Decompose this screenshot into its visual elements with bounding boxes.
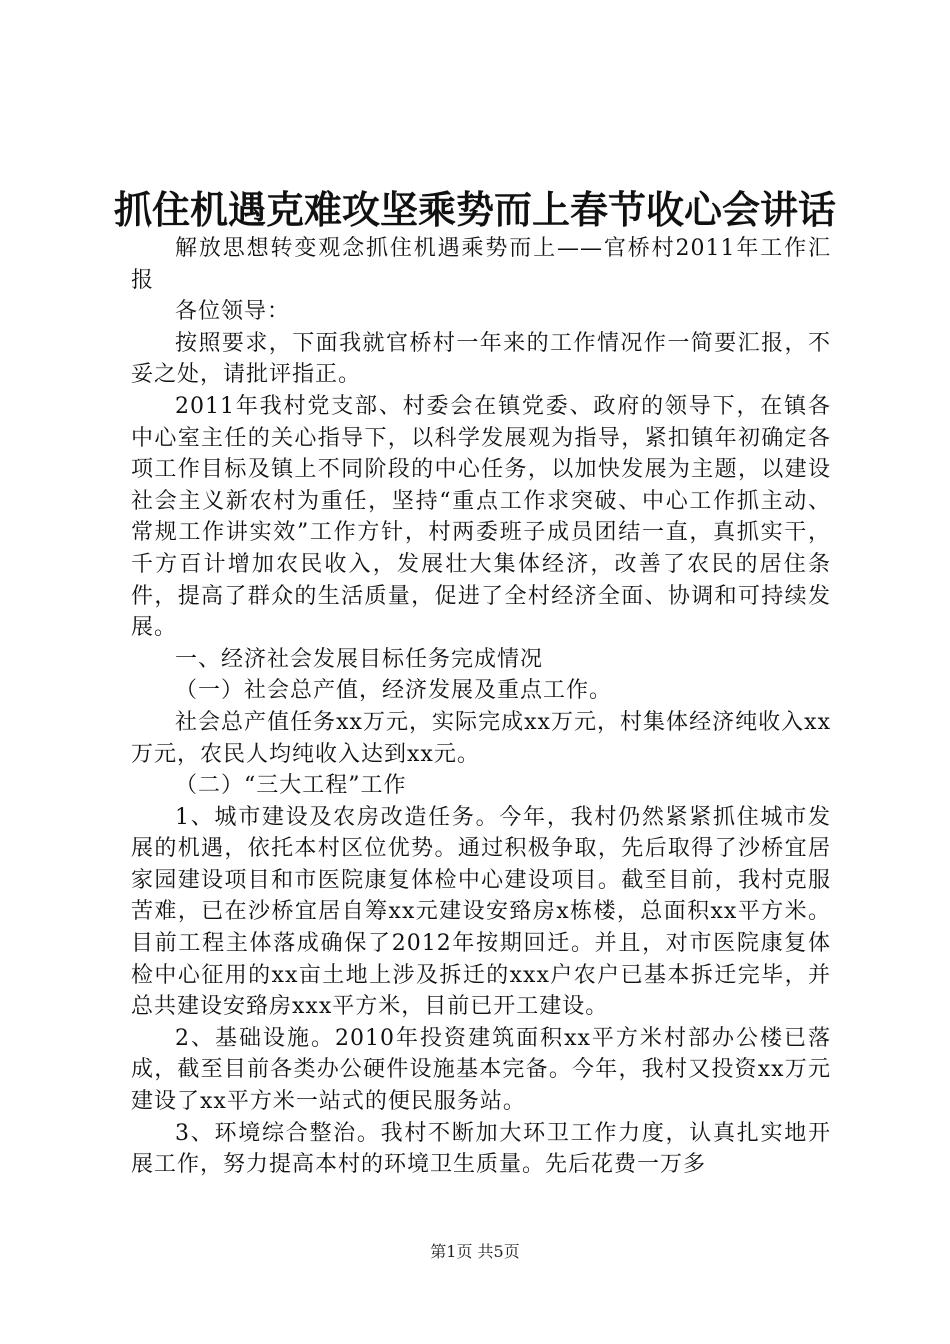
body-paragraph: 1、城市建设及农房改造任务。今年，我村仍然紧紧抓住城市发展的机遇，依托本村区位优势。通过积极争取，先后取得了沙桥宜居家园建设项目和市医院康复体检中心建设项目。截至目前，我村克服苦难，已在沙桥宜居自筹xx元建设安臵房x栋楼，总面积xx平方米。目前工程主体落成确保了2012年按期回迁。并且，对市医院康复体检中心征用的xx亩土地上涉及拆迁的xxx户农户已基本拆迁完毕，并总共建设安臵房xxx平方米，目前已开工建设。 [131,804,831,1020]
page-footer: 第1页 共5页 [430,1242,520,1261]
salutation-paragraph: 各位领导： [175,299,291,325]
body-paragraph: 社会总产值任务xx万元，实际完成xx万元，村集体经济纯收入xx万元，农民人均纯收入达到xx元。 [131,709,831,767]
subsection-heading: （二）“三大工程”工作 [175,773,407,799]
body-paragraph: 2、基础设施。2010年投资建筑面积xx平方米村部办公楼已落成，截至目前各类办公硬件设施基本完备。今年，我村又投资xx万元建设了xx平方米一站式的便民服务站。 [131,1025,831,1115]
body-paragraph: 2011年我村党支部、村委会在镇党委、政府的领导下，在镇各中心室主任的关心指导下，以科学发展观为指导，紧扣镇年初确定各项工作目标及镇上不同阶段的中心任务，以加快发展为主题，以建设社会主义新农村为重任，坚持“重点工作求突破、中心工作抓主动、常规工作讲实效”工作方针，村两委班子成员团结一直，真抓实干，千方百计增加农民收入，发展壮大集体经济，改善了农民的居住条件，提高了群众的生活质量，促进了全村经济全面、协调和可持续发展。 [131,393,831,641]
document-title: 抓住机遇克难攻坚乘势而上春节收心会讲话 [113,188,836,232]
body-paragraph: 3、环境综合整治。我村不断加大环卫工作力度，认真扎实地开展工作，努力提高本村的环境卫生质量。先后花费一万多 [131,1120,831,1178]
section-heading: 一、经济社会发展目标任务完成情况 [175,646,544,672]
subsection-heading: （一）社会总产值，经济发展及重点工作。 [175,678,613,704]
document-body [131,233,831,1181]
body-paragraph: 按照要求，下面我就官桥村一年来的工作情况作一简要汇报，不妥之处，请批评指正。 [131,330,831,388]
subtitle-paragraph: 解放思想转变观念抓住机遇乘势而上——官桥村2011年工作汇报 [131,236,831,293]
